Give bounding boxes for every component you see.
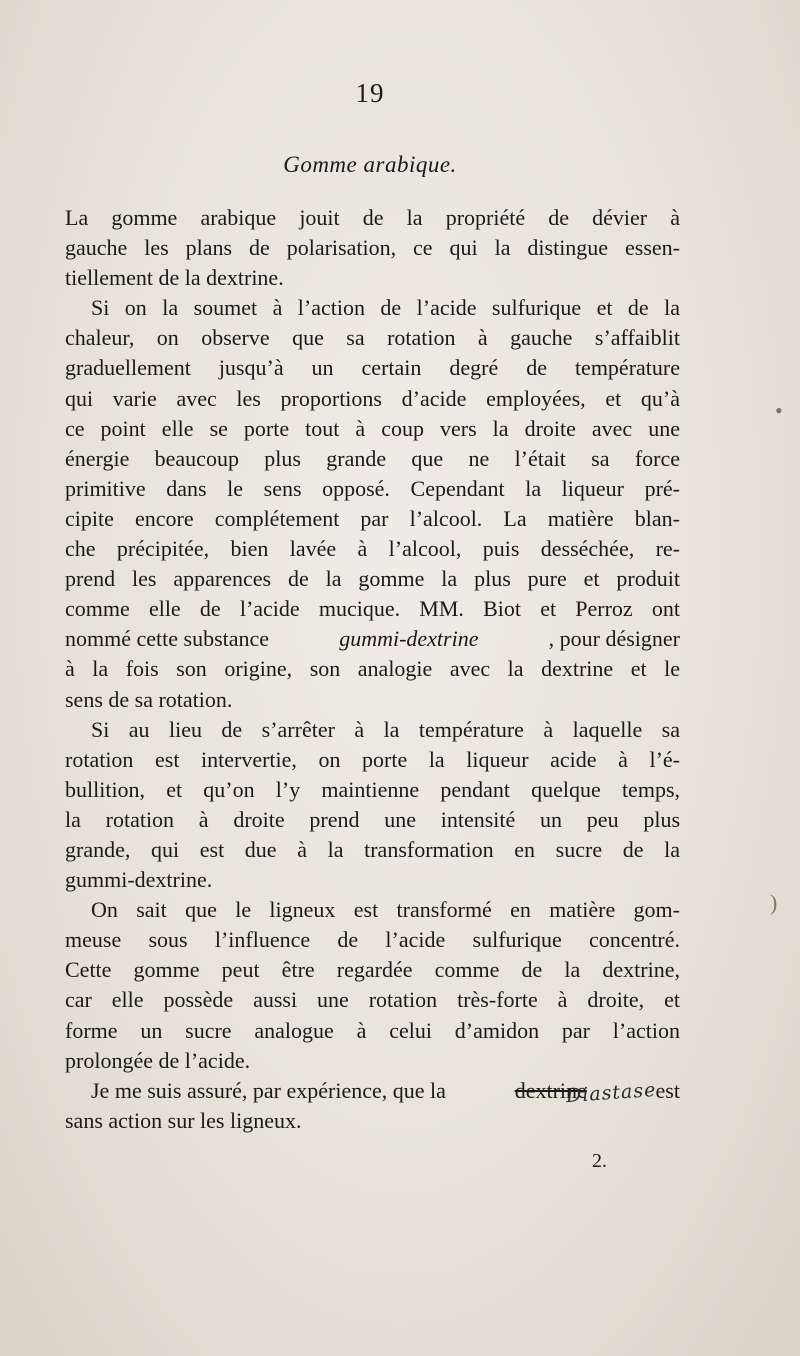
text-line: qui varie avec les proportions d’acide employées, et qu’à — [65, 385, 680, 411]
text-line: che précipitée, bien lavée à l’alcool, puis desséchée, re- — [65, 536, 680, 562]
text-fragment: est — [655, 1077, 680, 1103]
text-line: rotation est intervertie, on porte la liqueur acide à l’é- — [65, 746, 680, 772]
signature-mark: 2. — [592, 1150, 607, 1172]
text-line: gummi-dextrine. — [65, 867, 213, 893]
text-line: grande, qui est due à la transformation en sucre de la — [65, 836, 680, 862]
text-line: prend les apparences de la gomme la plus pure et produit — [65, 566, 680, 592]
margin-mark-dot: • — [775, 398, 783, 423]
text-line: prolongée de l’acide. — [65, 1047, 251, 1073]
margin-mark-bracket: ) — [770, 890, 778, 915]
text-line: car elle possède aussi une rotation très-forte à droite, et — [65, 987, 680, 1013]
text-fragment: Je me suis assuré, par expérience, que la — [91, 1077, 446, 1103]
text-line: bullition, et qu’on l’y maintienne pendant quelque temps, — [65, 776, 680, 802]
text-line: cipite encore complétement par l’alcool. La matière blan- — [65, 505, 680, 531]
text-line: ce point elle se porte tout à coup vers la droite avec une — [65, 415, 680, 441]
text-line: à la fois son origine, son analogie avec la dextrine et le — [65, 656, 680, 682]
text-line: chaleur, on observe que sa rotation à gauche s’affaiblit — [65, 325, 680, 351]
text-line: primitive dans le sens opposé. Cependant la liqueur pré- — [65, 475, 680, 501]
text-line: gauche les plans de polarisation, ce qui la distingue essen- — [65, 235, 680, 261]
text-line: La gomme arabique jouit de la propriété de dévier à — [65, 205, 680, 230]
text-line: forme un sucre analogue à celui d’amidon par l’action — [65, 1017, 680, 1043]
text-line: comme elle de l’acide mucique. MM. Biot et Perroz ont — [65, 596, 680, 622]
text-line: sens de sa rotation. — [65, 686, 233, 712]
text-line: énergie beaucoup plus grande que ne l’était sa force — [65, 445, 680, 471]
handwritten-annotation: Diastase — [565, 1078, 658, 1108]
page-number: 19 — [355, 78, 385, 108]
text-line: On sait que le ligneux est transformé en matière gom- — [91, 897, 680, 923]
text-line: Si au lieu de s’arrêter à la température à laquelle sa — [91, 716, 680, 742]
text-line: la rotation à droite prend une intensité un peu plus — [65, 806, 680, 832]
text-line-gummi — [65, 624, 680, 654]
text-fragment: , pour désigner — [548, 626, 680, 652]
text-line: tiellement de la dextrine. — [65, 265, 284, 291]
section-title: Gomme arabique. — [283, 152, 457, 177]
text-line: sans action sur les ligneux. — [65, 1107, 302, 1133]
struck-word: dextrine — [514, 1077, 587, 1103]
body-text — [65, 203, 680, 1136]
text-line: Cette gomme peut être regardée comme de la dextrine, — [65, 957, 680, 983]
italic-term: gummi-dextrine — [339, 626, 479, 652]
text-line: Si on la soumet à l’action de l’acide sulfurique et de la — [91, 295, 680, 321]
text-fragment: nommé cette substance — [65, 626, 270, 652]
text-line: meuse sous l’influence de l’acide sulfurique concentré. — [65, 927, 680, 953]
text-line: graduellement jusqu’à un certain degré de température — [65, 355, 680, 381]
